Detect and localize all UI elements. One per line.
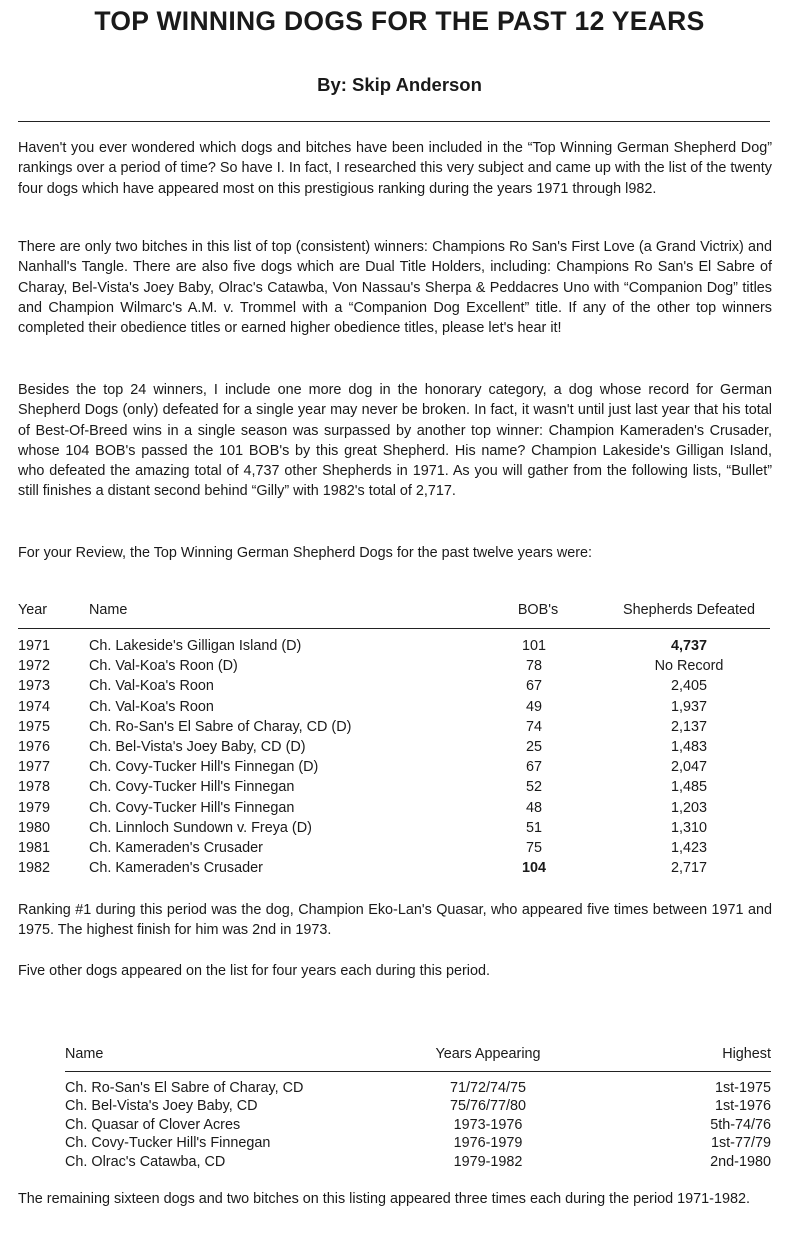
- cell-year: 1973: [18, 678, 51, 695]
- top-winners-header-row: [18, 602, 770, 626]
- cell-year: 1979: [18, 799, 51, 816]
- cell-bobs: 67: [525, 678, 542, 695]
- cell-defeated: 2,717: [670, 860, 707, 877]
- cell-bobs: 75: [525, 839, 542, 856]
- cell-name: Ch. Linnloch Sundown v. Freya (D): [89, 819, 312, 836]
- table-row: [65, 1134, 771, 1152]
- cell-years: 1979-1982: [453, 1153, 523, 1170]
- table-row: [65, 1116, 771, 1134]
- cell-name: Ch. Ro-San's El Sabre of Charay, CD (D): [89, 718, 352, 735]
- cell-defeated: 2,137: [670, 718, 707, 735]
- cell-name: Ch. Covy-Tucker Hill's Finnegan: [65, 1135, 271, 1152]
- cell-bobs: 67: [525, 759, 542, 776]
- cell-bobs: 48: [525, 799, 542, 816]
- cell-defeated: 2,047: [670, 759, 707, 776]
- cell-name: Ch. Val-Koa's Roon: [89, 698, 214, 715]
- table-row: [18, 798, 770, 818]
- cell-defeated: 4,737: [670, 638, 707, 654]
- header-name: Name: [65, 1046, 104, 1062]
- cell-name: Ch. Covy-Tucker Hill's Finnegan: [89, 799, 295, 816]
- cell-name: Ch. Ro-San's El Sabre of Charay, CD: [65, 1080, 304, 1096]
- table-row: [18, 636, 770, 656]
- cell-defeated: 1,485: [670, 779, 707, 796]
- cell-year: 1982: [18, 860, 51, 877]
- cell-years: 71/72/74/75: [449, 1080, 527, 1096]
- header-divider: [18, 121, 770, 122]
- header-highest: Highest: [722, 1046, 771, 1062]
- cell-year: 1978: [18, 779, 51, 796]
- paragraph-honorary: Besides the top 24 winners, I include one more dog in the honorary category, a dog whose record for German Shepherd Dogs (only) defeated for a single year may never be broken. In fact, it wasn't until just last year that his total of Best-Of-Breed wins in a single season was surpassed by another top winner: Champion Kameraden's Crusader, whose 104 BOB's passed the 101 BOB's by this great Shepherd. His name? Champion Lakeside's Gilligan Island, who defeated the amazing total of 4,737 other Shepherds in 1971. As you will gather from the following lists, “Bullet” still finishes a distant second behind “Gilly” with 1982's total of 2,717.: [18, 382, 772, 500]
- table-row: [18, 717, 770, 737]
- cell-defeated: 1,937: [670, 698, 707, 715]
- cell-year: 1980: [18, 819, 51, 836]
- paragraph-ranking-one: Ranking #1 during this period was the dog, Champion Eko-Lan's Quasar, who appeared five times between 1971 and 1975. The highest finish for him was 2nd in 1973.: [18, 902, 772, 939]
- four-year-dogs-table: [65, 1046, 771, 1170]
- cell-name: Ch. Covy-Tucker Hill's Finnegan (D): [89, 759, 319, 776]
- cell-highest: 2nd-1980: [710, 1153, 771, 1170]
- header-bobs: BOB's: [517, 602, 559, 618]
- paragraph-table-intro: For your Review, the Top Winning German Shepherd Dogs for the past twelve years were:: [18, 545, 593, 561]
- cell-defeated: 2,405: [670, 678, 707, 695]
- table-divider: [65, 1071, 771, 1072]
- cell-name: Ch. Bel-Vista's Joey Baby, CD: [65, 1098, 258, 1115]
- cell-year: 1972: [18, 658, 51, 675]
- cell-defeated: 1,483: [670, 738, 707, 755]
- cell-name: Ch. Kameraden's Crusader: [89, 839, 263, 856]
- header-shepherds-defeated: Shepherds Defeated: [622, 602, 755, 618]
- page-title: TOP WINNING DOGS FOR THE PAST 12 YEARS: [94, 6, 705, 36]
- cell-highest: 1st-1976: [714, 1098, 771, 1115]
- cell-bobs: 51: [525, 819, 542, 836]
- cell-year: 1976: [18, 738, 51, 755]
- cell-years: 1976-1979: [453, 1135, 523, 1152]
- cell-highest: 1st-1975: [714, 1080, 771, 1096]
- cell-year: 1974: [18, 698, 51, 715]
- byline: By: Skip Anderson: [317, 74, 482, 95]
- table-row: [18, 697, 770, 717]
- paragraph-bitches-dual-titles: There are only two bitches in this list of top (consistent) winners: Champions Ro San's First Love (a Grand Victrix) and Nanhall's Tangle. There are also five dogs which are Dual Title Holders, including: Champions Ro San's El Sabre of Charay, Bel-Vista's Joey Baby, Olrac's Catawba, Von Nassau's Sherpa & Peddacres Uno with “Companion Dog” titles and Champion Wilmarc's A.M. v. Trommel with a “Companion Dog Excellent” title. If any of the other top winners completed their obedience titles or earned higher obedience titles, please let's hear it!: [18, 239, 772, 337]
- table-row: [18, 818, 770, 838]
- cell-year: 1971: [18, 638, 51, 654]
- table-row: [18, 838, 770, 858]
- cell-bobs: 74: [525, 718, 542, 735]
- cell-year: 1977: [18, 759, 51, 776]
- cell-years: 1973-1976: [453, 1116, 523, 1133]
- cell-years: 75/76/77/80: [449, 1098, 527, 1115]
- table-divider: [18, 628, 770, 629]
- cell-bobs: 49: [525, 698, 542, 715]
- four-year-header-row: [65, 1046, 771, 1068]
- cell-defeated: No Record: [654, 658, 724, 675]
- paragraph-intro: Haven't you ever wondered which dogs and bitches have been included in the “Top Winning German Shepherd Dog” rankings over a period of time? So have I. In fact, I researched this very subject and came up with the list of the twenty four dogs which have appeared most on this prestigious ranking during the years 1971 through l982.: [18, 140, 772, 197]
- table-row: [65, 1097, 771, 1115]
- cell-name: Ch. Val-Koa's Roon: [89, 678, 214, 695]
- cell-name: Ch. Olrac's Catawba, CD: [65, 1153, 226, 1170]
- cell-name: Ch. Quasar of Clover Acres: [65, 1116, 241, 1133]
- table-row: [65, 1153, 771, 1171]
- cell-bobs: 78: [525, 658, 542, 675]
- table-row: [18, 757, 770, 777]
- table-row: [18, 777, 770, 797]
- table-row: [18, 656, 770, 676]
- cell-name: Ch. Bel-Vista's Joey Baby, CD (D): [89, 738, 306, 755]
- cell-defeated: 1,310: [670, 819, 707, 836]
- paragraph-four-years: Five other dogs appeared on the list for four years each during this period.: [18, 963, 490, 979]
- cell-name: Ch. Val-Koa's Roon (D): [89, 658, 238, 675]
- cell-bobs: 101: [521, 638, 546, 654]
- cell-name: Ch. Covy-Tucker Hill's Finnegan: [89, 779, 295, 796]
- header-years-appearing: Years Appearing: [435, 1046, 541, 1062]
- cell-name: Ch. Kameraden's Crusader: [89, 860, 263, 877]
- header-year: Year: [18, 602, 48, 618]
- cell-highest: 1st-77/79: [710, 1135, 771, 1152]
- cell-defeated: 1,423: [670, 839, 707, 856]
- cell-highest: 5th-74/76: [710, 1116, 771, 1133]
- cell-name: Ch. Lakeside's Gilligan Island (D): [89, 638, 302, 654]
- paragraph-remaining: The remaining sixteen dogs and two bitches on this listing appeared three times each during the period 1971-1982.: [18, 1191, 750, 1207]
- top-winners-table: [18, 602, 770, 877]
- table-row: [18, 676, 770, 696]
- cell-bobs: 52: [525, 779, 542, 796]
- table-row: [65, 1079, 771, 1097]
- header-name: Name: [89, 602, 128, 618]
- cell-bobs: 25: [525, 738, 542, 755]
- cell-bobs: 104: [521, 860, 546, 877]
- table-row: [18, 858, 770, 878]
- cell-year: 1975: [18, 718, 51, 735]
- table-row: [18, 737, 770, 757]
- cell-year: 1981: [18, 839, 51, 856]
- cell-defeated: 1,203: [670, 799, 707, 816]
